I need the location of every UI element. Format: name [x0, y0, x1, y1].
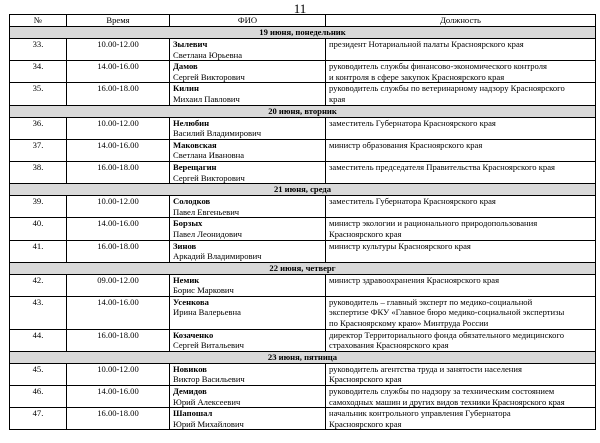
table-row: [10, 161, 596, 183]
position-line: руководитель службы по ветеринарному надзору Красноярского: [329, 83, 565, 94]
entry-number: 34.: [10, 61, 67, 83]
person-surname: Борзых: [173, 218, 203, 229]
person-given-name: Павел Евгеньевич: [173, 206, 240, 217]
entry-time: 10.00-12.00: [67, 196, 170, 218]
position-line: и контроля в сфере закупок Красноярского края: [329, 71, 505, 82]
entry-time: 14.00-16.00: [67, 61, 170, 83]
table-row: [10, 274, 596, 296]
entry-position: [326, 296, 596, 329]
entry-position: [326, 161, 596, 183]
entry-number: 41.: [10, 240, 67, 262]
day-date: 19 июня, понедельник: [10, 27, 596, 39]
header-name: ФИО: [170, 15, 326, 27]
person-given-name: Павел Леонидович: [173, 228, 243, 239]
schedule-body: [10, 27, 596, 430]
entry-position: [326, 386, 596, 408]
entry-number: 43.: [10, 296, 67, 329]
position-line: президент Нотариальной палаты Красноярского края: [329, 39, 524, 49]
entry-position: [326, 196, 596, 218]
person-given-name: Светлана Юрьевна: [173, 49, 243, 60]
position-line: самоходных машин и других видов техники Красноярского края: [329, 396, 565, 407]
position-line: Красноярского края: [329, 228, 402, 239]
position-line: руководитель агентства труда и занятости населения: [329, 363, 522, 374]
entry-time: 16.00-18.00: [67, 161, 170, 183]
person-surname: Нелюбин: [173, 117, 210, 128]
position-line: руководитель – главный эксперт по медико-социальной: [329, 296, 533, 307]
table-row: [10, 196, 596, 218]
position-line: министр культуры Красноярского края: [329, 240, 471, 251]
entry-position: [326, 363, 596, 385]
entry-position: [326, 83, 596, 105]
entry-number: 47.: [10, 408, 67, 430]
entry-person: [170, 39, 326, 61]
entry-time: 10.00-12.00: [67, 39, 170, 61]
position-line: министр образования Красноярского края: [329, 139, 483, 150]
person-surname: Новиков: [173, 363, 207, 374]
entry-number: 46.: [10, 386, 67, 408]
entry-person: [170, 240, 326, 262]
position-line: заместитель Губернатора Красноярского края: [329, 196, 496, 207]
entry-person: [170, 274, 326, 296]
day-date: 20 июня, вторник: [10, 105, 596, 117]
entry-number: 35.: [10, 83, 67, 105]
position-line: заместитель председателя Правительства Красноярского края: [329, 161, 555, 172]
person-surname: Зылевич: [173, 39, 208, 49]
entry-time: 14.00-16.00: [67, 296, 170, 329]
position-line: заместитель Губернатора Красноярского края: [329, 117, 496, 128]
position-line: министр экологии и рационального природопользования: [329, 218, 538, 229]
person-surname: Дамов: [173, 61, 198, 72]
person-surname: Зинов: [173, 240, 197, 251]
entry-person: [170, 196, 326, 218]
position-line: руководитель службы по надзору за техническим состоянием: [329, 386, 555, 397]
person-given-name: Аркадий Владимирович: [173, 251, 262, 262]
person-given-name: Михаил Павлович: [173, 93, 240, 104]
entry-time: 16.00-18.00: [67, 240, 170, 262]
person-surname: Верещагин: [173, 161, 217, 172]
entry-position: [326, 117, 596, 139]
table-row: [10, 218, 596, 240]
day-date: 23 июня, пятница: [10, 351, 596, 363]
header-row: [10, 15, 596, 27]
entry-position: [326, 408, 596, 430]
entry-person: [170, 218, 326, 240]
entry-time: 14.00-16.00: [67, 139, 170, 161]
person-given-name: Ирина Валерьевна: [173, 307, 241, 318]
table-row: [10, 240, 596, 262]
entry-time: 16.00-18.00: [67, 83, 170, 105]
entry-position: [326, 240, 596, 262]
day-header-row: [10, 351, 596, 363]
day-header-row: [10, 184, 596, 196]
entry-person: [170, 161, 326, 183]
person-given-name: Сергей Викторович: [173, 172, 245, 183]
header-position: Должность: [326, 15, 596, 27]
day-header-row: [10, 27, 596, 39]
entry-time: 16.00-18.00: [67, 329, 170, 351]
day-header-row: [10, 262, 596, 274]
entry-time: 14.00-16.00: [67, 386, 170, 408]
position-line: Красноярского края: [329, 374, 402, 385]
entry-position: [326, 61, 596, 83]
entry-number: 39.: [10, 196, 67, 218]
person-surname: Шапошал: [173, 408, 213, 419]
table-row: [10, 386, 596, 408]
header-time: Время: [67, 15, 170, 27]
person-surname: Козаченко: [173, 329, 214, 340]
entry-person: [170, 386, 326, 408]
page-number: 11: [293, 1, 307, 16]
day-header-row: [10, 105, 596, 117]
person-given-name: Борис Маркович: [173, 285, 234, 296]
entry-person: [170, 61, 326, 83]
entry-person: [170, 83, 326, 105]
entry-position: [326, 39, 596, 61]
entry-number: 40.: [10, 218, 67, 240]
entry-position: [326, 274, 596, 296]
entry-number: 38.: [10, 161, 67, 183]
entry-person: [170, 139, 326, 161]
entry-number: 42.: [10, 274, 67, 296]
entry-number: 44.: [10, 329, 67, 351]
entry-person: [170, 408, 326, 430]
position-line: директор Территориального фонда обязательного медицинского: [329, 329, 565, 340]
position-line: министр здравоохранения Красноярского края: [329, 274, 500, 285]
person-given-name: Сергей Витальевич: [173, 340, 245, 351]
table-row: [10, 117, 596, 139]
entry-position: [326, 139, 596, 161]
entry-time: 16.00-18.00: [67, 408, 170, 430]
entry-person: [170, 117, 326, 139]
table-row: [10, 39, 596, 61]
entry-time: 09.00-12.00: [67, 274, 170, 296]
person-given-name: Сергей Викторович: [173, 71, 245, 82]
position-line: руководитель службы финансово-экономического контроля: [329, 61, 547, 72]
entry-time: 14.00-16.00: [67, 218, 170, 240]
entry-person: [170, 296, 326, 329]
entry-time: 10.00-12.00: [67, 117, 170, 139]
position-line: начальник контрольного управления Губернатора: [329, 408, 511, 419]
person-given-name: Юрий Алексеевич: [173, 396, 241, 407]
person-given-name: Светлана Ивановна: [173, 150, 245, 161]
person-surname: Демидов: [173, 386, 207, 397]
table-row: [10, 363, 596, 385]
position-line: экспертизе ФКУ «Главное бюро медико-социальной экспертизы: [329, 307, 565, 318]
person-surname: Немик: [173, 274, 200, 285]
person-given-name: Василий Владимирович: [173, 128, 262, 139]
table-row: [10, 329, 596, 351]
entry-person: [170, 363, 326, 385]
position-line: Красноярского края: [329, 418, 402, 429]
table-row: [10, 139, 596, 161]
entry-number: 37.: [10, 139, 67, 161]
entry-number: 33.: [10, 39, 67, 61]
table-row: [10, 408, 596, 430]
position-line: по Красноярскому краю» Минтруда России: [329, 318, 489, 329]
entry-person: [170, 329, 326, 351]
person-surname: Усенкова: [173, 296, 209, 307]
day-date: 21 июня, среда: [10, 184, 596, 196]
person-surname: Маковская: [173, 139, 217, 150]
entry-position: [326, 218, 596, 240]
entry-number: 45.: [10, 363, 67, 385]
day-date: 22 июня, четверг: [10, 262, 596, 274]
person-surname: Солодков: [173, 196, 211, 207]
table-row: [10, 296, 596, 329]
table-row: [10, 83, 596, 105]
position-line: края: [329, 93, 346, 104]
table-row: [10, 61, 596, 83]
header-num: №: [10, 15, 67, 27]
position-line: страхования Красноярского края: [329, 340, 449, 351]
entry-number: 36.: [10, 117, 67, 139]
person-given-name: Виктор Васильевич: [173, 374, 245, 385]
reception-schedule-table: [9, 14, 596, 430]
entry-position: [326, 329, 596, 351]
person-given-name: Юрий Михайлович: [173, 418, 244, 429]
entry-time: 10.00-12.00: [67, 363, 170, 385]
person-surname: Килин: [173, 83, 199, 94]
